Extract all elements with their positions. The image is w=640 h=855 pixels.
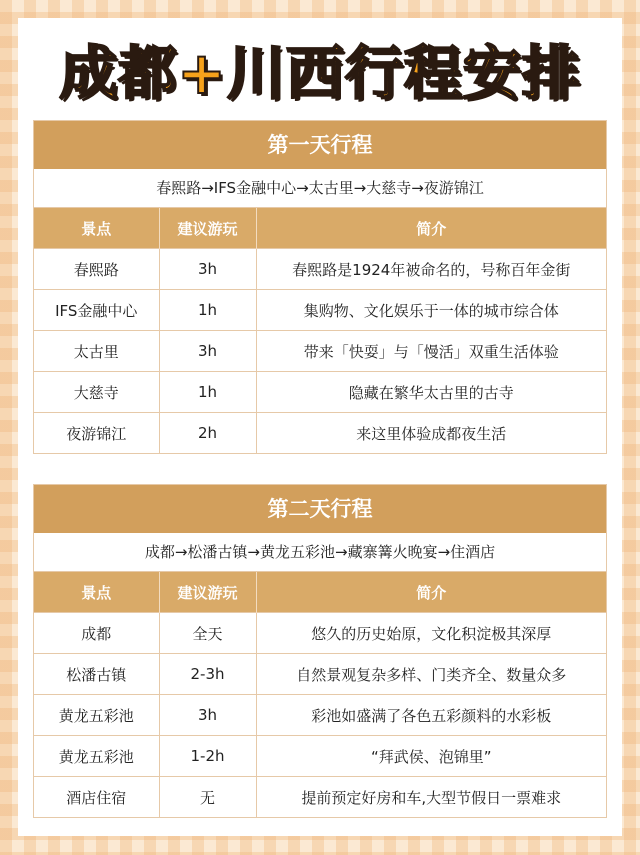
intro-cell: 彩池如盛满了各色五彩颜料的水彩板 [256, 695, 606, 736]
itinerary-card [18, 18, 622, 836]
table-row [34, 695, 606, 736]
duration-cell: 全天 [159, 613, 256, 654]
table-row [34, 613, 606, 654]
table-row [34, 777, 606, 818]
intro-cell: “拜武侯、泡锦里” [256, 736, 606, 777]
table-row [34, 331, 606, 372]
intro-cell: 来这里体验成都夜生活 [256, 413, 606, 454]
duration-cell: 1h [159, 290, 256, 331]
intro-cell: 悠久的历史始原，文化积淀极其深厚 [256, 613, 606, 654]
spot-cell: 酒店住宿 [34, 777, 159, 818]
intro-cell: 自然景观复杂多样、门类齐全、数量众多 [256, 654, 606, 695]
spot-cell: IFS金融中心 [34, 290, 159, 331]
table-row [34, 372, 606, 413]
column-header-spot: 景点 [34, 208, 159, 249]
day1-heading: 第一天行程 [34, 121, 606, 169]
duration-cell: 无 [159, 777, 256, 818]
column-header-duration: 建议游玩 [159, 572, 256, 613]
spot-cell: 黄龙五彩池 [34, 695, 159, 736]
duration-cell: 3h [159, 331, 256, 372]
spot-cell: 黄龙五彩池 [34, 736, 159, 777]
duration-cell: 3h [159, 249, 256, 290]
day1-header-row [34, 208, 606, 249]
spot-cell: 大慈寺 [34, 372, 159, 413]
table-row [34, 290, 606, 331]
table-row [34, 249, 606, 290]
duration-cell: 2h [159, 413, 256, 454]
duration-cell: 1h [159, 372, 256, 413]
day2-section [33, 484, 607, 818]
column-header-intro: 简介 [256, 208, 606, 249]
table-row [34, 413, 606, 454]
intro-cell: 提前预定好房和车,大型节假日一票难求 [256, 777, 606, 818]
spot-cell: 太古里 [34, 331, 159, 372]
column-header-duration: 建议游玩 [159, 208, 256, 249]
table-row [34, 736, 606, 777]
day2-table [34, 572, 606, 817]
duration-cell: 1-2h [159, 736, 256, 777]
spot-cell: 成都 [34, 613, 159, 654]
day2-heading: 第二天行程 [34, 485, 606, 533]
day1-table [34, 208, 606, 453]
duration-cell: 2-3h [159, 654, 256, 695]
table-row [34, 654, 606, 695]
spot-cell: 春熙路 [34, 249, 159, 290]
intro-cell: 带来「快耍」与「慢活」双重生活体验 [256, 331, 606, 372]
page-title: 成都+川西行程安排 [59, 39, 581, 107]
intro-cell: 集购物、文化娱乐于一体的城市综合体 [256, 290, 606, 331]
day1-section [33, 120, 607, 454]
column-header-spot: 景点 [34, 572, 159, 613]
duration-cell: 3h [159, 695, 256, 736]
column-header-intro: 简介 [256, 572, 606, 613]
day2-header-row [34, 572, 606, 613]
day2-route: 成都→松潘古镇→黄龙五彩池→藏寨篝火晚宴→住酒店 [34, 533, 606, 572]
intro-cell: 春熙路是1924年被命名的，号称百年金街 [256, 249, 606, 290]
spot-cell: 松潘古镇 [34, 654, 159, 695]
day1-route: 春熙路→IFS金融中心→太古里→大慈寺→夜游锦江 [34, 169, 606, 208]
spot-cell: 夜游锦江 [34, 413, 159, 454]
intro-cell: 隐藏在繁华太古里的古寺 [256, 372, 606, 413]
